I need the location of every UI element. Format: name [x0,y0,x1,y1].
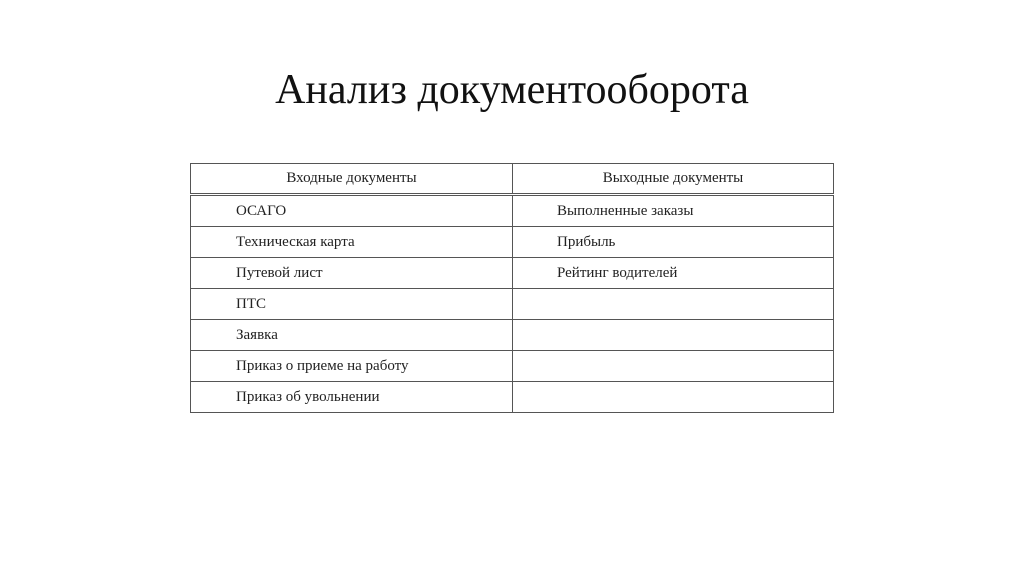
table-row [191,195,834,227]
output-document-cell: Прибыль [513,227,834,258]
input-document-cell: Техническая карта [191,227,513,258]
slide-title: Анализ документооборота [275,67,749,113]
documents-table [190,163,834,413]
output-document-cell [513,320,834,351]
output-document-cell [513,351,834,382]
input-document-cell: Заявка [191,320,513,351]
header-output-documents: Выходные документы [513,164,834,195]
input-document-cell: Приказ об увольнении [191,382,513,413]
input-document-cell: Приказ о приеме на работу [191,351,513,382]
input-document-cell: Путевой лист [191,258,513,289]
table-row [191,258,834,289]
output-document-cell: Выполненные заказы [513,195,834,227]
header-input-documents: Входные документы [191,164,513,195]
table-row [191,289,834,320]
input-document-cell: ПТС [191,289,513,320]
output-document-cell: Рейтинг водителей [513,258,834,289]
output-document-cell [513,289,834,320]
table-header-row [191,164,834,195]
output-document-cell [513,382,834,413]
table-row [191,382,834,413]
table-row [191,320,834,351]
table-row [191,227,834,258]
input-document-cell: ОСАГО [191,195,513,227]
table-row [191,351,834,382]
